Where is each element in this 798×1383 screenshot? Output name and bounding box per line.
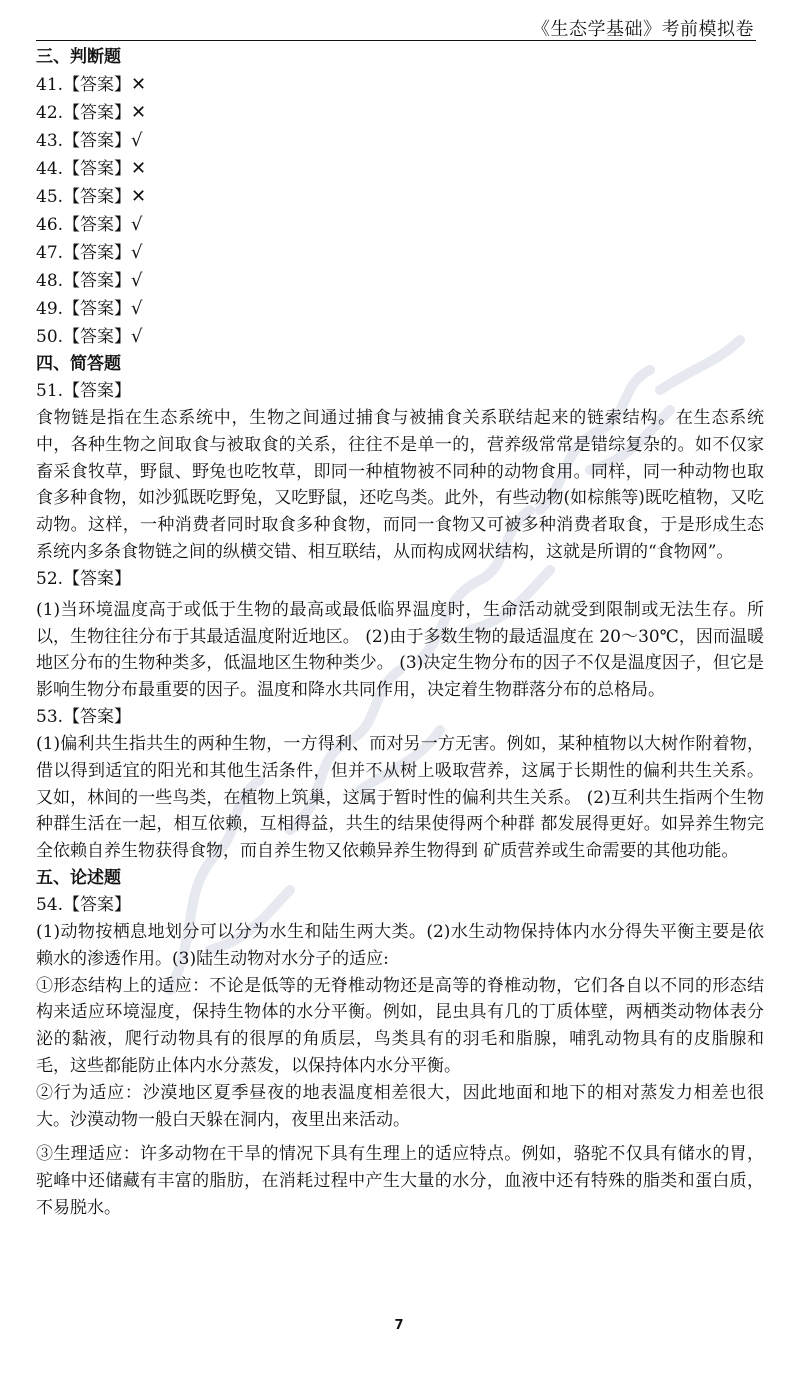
page-number: 7 [394, 1318, 404, 1333]
answer-label: 46.【答案】 [36, 215, 132, 235]
answer-label-53: 53.【答案】 [36, 706, 132, 727]
answer-label: 47.【答案】 [36, 243, 132, 263]
answer-row-43 [36, 127, 764, 155]
answer-label: 41.【答案】 [36, 75, 132, 95]
answer-row-49 [36, 295, 764, 323]
cross-icon: ✕ [131, 186, 147, 207]
answer-row-45 [36, 183, 764, 211]
cross-icon: ✕ [131, 158, 147, 179]
section-heading-judge: 三、判断题 [36, 47, 121, 67]
answer-text-54-part4: ③生理适应：许多动物在干旱的情况下具有生理上的适应特点。例如，骆驼不仅具有储水的胃，驼峰中还储藏有丰富的脂肪，在消耗过程中产生大量的水分，血液中还有特殊的脂类和蛋白质，不易脱水。 [36, 1144, 764, 1218]
answer-row-44 [36, 155, 764, 183]
answer-row-48 [36, 267, 764, 295]
cross-icon: ✕ [131, 74, 147, 95]
document-title: 《生态学基础》考前模拟卷 [532, 19, 754, 40]
section-heading-short: 四、简答题 [36, 354, 121, 374]
answer-row-47 [36, 239, 764, 267]
answer-text-54-part3: ②行为适应：沙漠地区夏季昼夜的地表温度相差很大，因此地面和地下的相对蒸发力相差也很大。沙漠动物一般白天躲在洞内，夜里出来活动。 [36, 1082, 764, 1130]
answer-text-54-part2: ①形态结构上的适应：不论是低等的无脊椎动物还是高等的脊椎动物，它们各自以不同的形态结构来适应环境湿度，保持生物体的水分平衡。例如，昆虫具有几的丁质体壁，两栖类动物体表分泌的黏液，爬行动物具有的很厚的角质层，鸟类具有的羽毛和脂腺，哺乳动物具有的皮脂腺和毛，这些都能防止体内水分蒸发，以保持体内水分平衡。 [36, 975, 764, 1076]
answer-row-46 [36, 211, 764, 239]
cross-icon: ✕ [131, 102, 147, 123]
answer-label: 50.【答案】 [36, 327, 132, 347]
check-icon: √ [131, 242, 143, 263]
answer-text-51: 食物链是指在生态系统中，生物之间通过捕食与被捕食关系联结起来的链索结构。在生态系统中，各种生物之间取食与被取食的关系，往往不是单一的，营养级常常是错综复杂的。如不仅家畜采食牧草，野鼠、野兔也吃牧草，即同一种植物被不同种的动物食用。同样，同一种动物也取食多种食物，如沙狐既吃野兔，又吃野鼠，还吃鸟类。此外，有些动物(如棕熊等)既吃植物，又吃动物。这样，一种消费者同时取食多种食物，而同一食物又可被多种消费者取食，于是形成生态系统内多条食物链之间的纵横交错、相互联结，从而构成网状结构，这就是所谓的“食物网”。 [36, 408, 764, 562]
answer-row-41 [36, 71, 764, 99]
answer-label: 49.【答案】 [36, 299, 132, 319]
answer-text-54-part1: (1)动物按栖息地划分可以分为水生和陆生两大类。(2)水生动物保持体内水分得失平衡主要是依赖水的渗透作用。(3)陆生动物对水分子的适应: [36, 921, 764, 969]
answer-label: 45.【答案】 [36, 187, 132, 207]
answer-label: 44.【答案】 [36, 159, 132, 179]
check-icon: √ [131, 130, 143, 151]
check-icon: √ [131, 270, 143, 291]
answer-label-51: 51.【答案】 [36, 381, 132, 401]
check-icon: √ [131, 298, 143, 319]
answer-text-52: (1)当环境温度高于或低于生物的最高或最低临界温度时，生命活动就受到限制或无法生存。所以，生物往往分布于其最适温度附近地区。 (2)由于多数生物的最适温度在 20～30℃，因而温暖地区分布的生物种类多，低温地区生物种类少。 (3)决定生物分布的因子不仅是温度因子，但它是影响生物分布最重要的因子。温度和降水共同作用，决定着生物群落分布的总格局。 [36, 599, 764, 701]
answer-label: 48.【答案】 [36, 271, 132, 291]
answer-row-50 [36, 323, 764, 351]
section-heading-essay: 五、论述题 [36, 867, 121, 888]
answer-label-54: 54.【答案】 [36, 894, 132, 915]
answer-label: 43.【答案】 [36, 131, 132, 151]
answer-key-content [36, 44, 764, 1222]
answer-row-42 [36, 99, 764, 127]
answer-text-53: (1)偏利共生指共生的两种生物，一方得利、而对另一方无害。例如，某种植物以大树作附着物，借以得到适宜的阳光和其他生活条件，但并不从树上吸取营养，这属于长期性的偏利共生关系。又如，林间的一些鸟类，在植物上筑巢，这属于暂时性的偏利共生关系。 (2)互利共生指两个生物种群生活在一起，相互依赖，互相得益，共生的结果使得两个种群 都发展得更好。如异养生物完全依赖自养生物获得食物，而自养生物又依赖异养生物得到 矿质营养或生命需要的其他功能。 [36, 733, 764, 862]
check-icon: √ [131, 326, 143, 347]
answer-label: 42.【答案】 [36, 103, 132, 123]
check-icon: √ [131, 214, 143, 235]
page-header [36, 12, 756, 41]
answer-label-52: 52.【答案】 [36, 568, 132, 589]
